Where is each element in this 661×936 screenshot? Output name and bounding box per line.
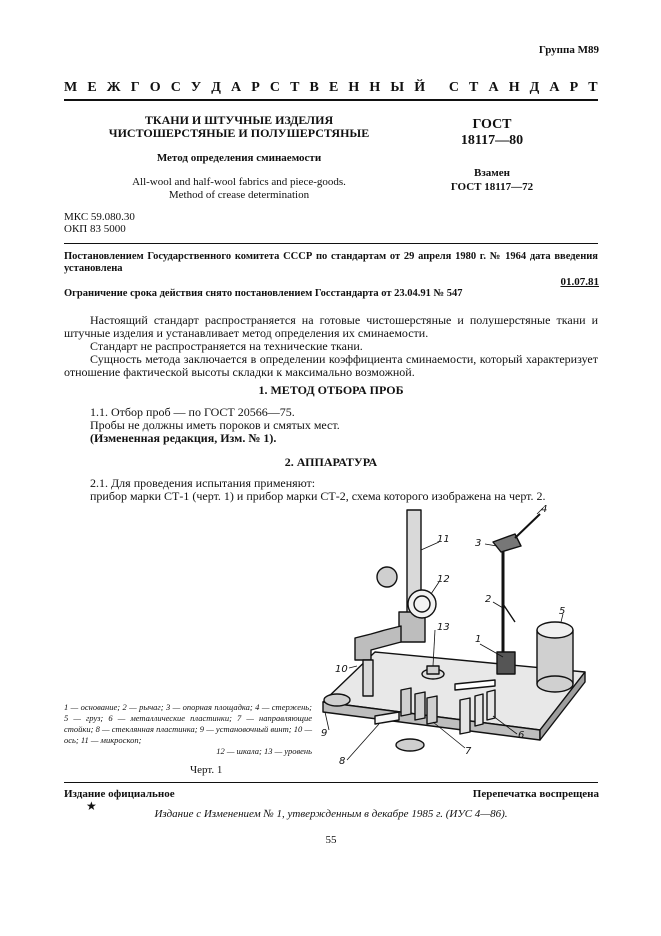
group-code: Группа М89 — [538, 44, 599, 56]
banner-letter: Т — [290, 80, 300, 95]
section-1-amendment: (Измененная редакция, Изм. № 1). — [90, 431, 277, 445]
label-13: 13 — [437, 622, 450, 633]
guide-post-2 — [415, 692, 425, 720]
intro-paragraph-2: Стандарт не распространяется на технические ткани. — [90, 339, 363, 353]
english-title-line-1: All-wool and half-wool fabrics and piece-goods. — [132, 176, 346, 188]
focus-knob — [377, 567, 397, 587]
figure-legend-main: 1 — основание; 2 — рычаг; 3 — опорная площадка; 4 — стержень; 5 — груз; 6 — металлические пластинки; 7 — направляющие стойки; 8 — стеклянная пластинка; 9 — установочный винт; 10 — ось; 11 — микроскоп; — [64, 702, 312, 745]
metal-plate-2 — [475, 694, 483, 726]
banner-letter: Е — [328, 80, 339, 95]
replaces-block — [432, 166, 552, 194]
document-title — [64, 114, 414, 140]
label-11: 11 — [437, 534, 450, 545]
limit-removed-text: Ограничение срока действия снято постановлением Госстандарта от 23.04.91 № 547 — [64, 288, 463, 299]
banner-letter: С — [448, 80, 459, 95]
banner-letter: Р — [569, 80, 579, 95]
okp-code: ОКП 83 5000 — [64, 223, 126, 235]
axis-post — [363, 660, 373, 696]
banner-letter: С — [170, 80, 181, 95]
replaces-label: Взамен — [474, 167, 510, 179]
banner-letter: А — [231, 80, 242, 95]
gost-designation — [432, 117, 552, 149]
banner-letter: Н — [369, 80, 381, 95]
section-2-title: 2. АППАРАТУРА — [284, 455, 378, 469]
label-2: 2 — [485, 594, 492, 605]
title-line-2: ЧИСТОШЕРСТЯНЫЕ И ПОЛУШЕРСТЯНЫЕ — [108, 126, 370, 140]
label-8: 8 — [339, 756, 346, 767]
label-10: 10 — [335, 664, 348, 675]
label-1: 1 — [475, 634, 482, 645]
scale-dial — [408, 590, 436, 618]
classification-codes — [64, 211, 135, 235]
standard-banner — [64, 80, 598, 96]
device-drawing — [315, 502, 615, 772]
banner-letter: С — [269, 80, 281, 95]
decree-text: Постановлением Государственного комитета СССР по стандартам от 29 апреля 1980 г. № 1964 дата введения установлена — [64, 251, 598, 274]
label-4: 4 — [541, 504, 548, 515]
banner-letter: Г — [130, 80, 140, 95]
banner-letter: О — [149, 80, 161, 95]
label-3: 3 — [475, 538, 482, 549]
metal-plate-3 — [487, 690, 495, 720]
label-9: 9 — [321, 728, 328, 739]
banner-letter: Й — [414, 80, 426, 95]
label-5: 5 — [559, 606, 566, 617]
banner-letter: У — [190, 80, 202, 95]
banner-letter: Ж — [106, 80, 121, 95]
rod — [515, 514, 540, 538]
reprint-forbidden: Перепечатка воспрещена — [472, 788, 599, 800]
banner-letter: Т — [469, 80, 479, 95]
replaces-standard: ГОСТ 18117—72 — [450, 181, 534, 193]
figure-caption: Черт. 1 — [190, 764, 223, 776]
figure-legend — [64, 702, 312, 757]
star-mark: ★ — [86, 799, 97, 813]
foot-front — [396, 739, 424, 751]
section-2-paragraph-1: 2.1. Для проведения испытания применяют: — [90, 476, 316, 490]
title-line-1: ТКАНИ И ШТУЧНЫЕ ИЗДЕЛИЯ — [144, 113, 334, 127]
codes-divider — [64, 243, 598, 244]
gost-number: 18117—80 — [460, 133, 524, 148]
weight-top — [537, 622, 573, 638]
banner-letter: Н — [348, 80, 360, 95]
section-1-title: 1. МЕТОД ОТБОРА ПРОБ — [258, 383, 404, 397]
intro-paragraph-1: Настоящий стандарт распространяется на готовые чистошерстяные и полушерстяные ткани и штучные изделия и устанавливает метод определения их сминаемости. — [64, 313, 598, 340]
section-1-paragraph-1: 1.1. Отбор проб — по ГОСТ 20566—75. — [90, 405, 295, 419]
banner-letter: Д — [529, 80, 540, 95]
banner-gap — [435, 80, 439, 96]
banner-letter: Т — [588, 80, 598, 95]
banner-letter: Е — [87, 80, 97, 95]
amendment-note: Издание с Изменением № 1, утвержденным в декабре 1985 г. (ИУС 4—86). — [154, 808, 508, 820]
effective-date: 01.07.81 — [560, 276, 599, 288]
section-2-paragraph-2: прибор марки СТ-1 (черт. 1) и прибор марки СТ-2, схема которого изображена на черт. 2. — [90, 489, 546, 503]
official-edition: Издание официальное — [64, 788, 175, 800]
banner-letter: М — [64, 80, 78, 95]
foot-left — [324, 694, 350, 706]
banner-letter: Р — [251, 80, 260, 95]
banner-letter: А — [549, 80, 560, 95]
banner-letter: Н — [508, 80, 520, 95]
guide-post-1 — [401, 688, 411, 716]
header-divider — [64, 99, 598, 101]
banner-letter: А — [488, 80, 499, 95]
banner-letter: Ы — [390, 80, 405, 95]
english-title — [64, 176, 414, 202]
banner-letter: В — [309, 80, 319, 95]
figure-legend-last: 12 — шкала; 13 — уровень — [216, 746, 312, 756]
method-subtitle: Метод определения сминаемости — [156, 152, 322, 164]
banner-letter: Д — [211, 80, 221, 95]
page-number: 55 — [325, 834, 337, 846]
label-6: 6 — [518, 730, 525, 741]
intro-paragraph-3: Сущность метода заключается в определении коэффициента сминаемости, который характеризует отношение фактической высоты складки к максимально возможной. — [64, 352, 598, 379]
guide-post-3 — [427, 696, 437, 724]
section-1-paragraph-2: Пробы не должны иметь пороков и смятых мест. — [90, 418, 340, 432]
gost-label: ГОСТ — [472, 117, 512, 132]
label-12: 12 — [437, 574, 450, 585]
mks-code: МКС 59.080.30 — [64, 211, 135, 223]
label-7: 7 — [465, 746, 472, 757]
english-title-line-2: Method of crease determination — [168, 189, 310, 201]
metal-plate-1 — [460, 698, 470, 734]
footer-divider — [64, 782, 598, 783]
